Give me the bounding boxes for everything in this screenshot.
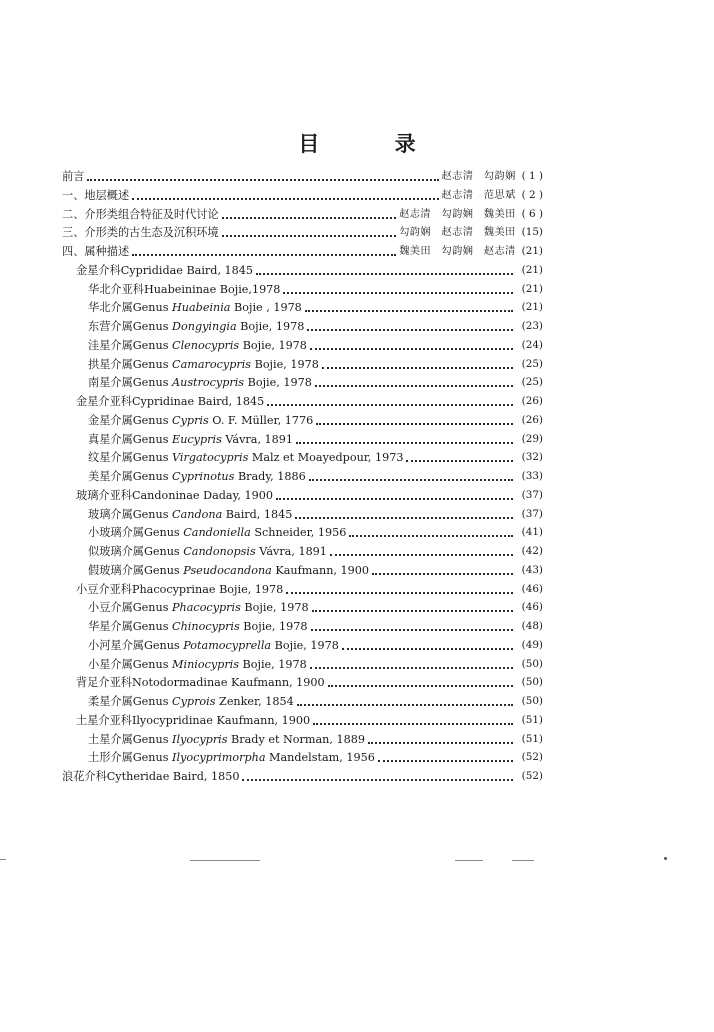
dot-leader <box>328 684 513 687</box>
genus-name: Huabeinia <box>172 301 231 315</box>
toc-entry-label <box>88 618 308 635</box>
toc-entry[interactable] <box>88 731 543 748</box>
toc-entry-label <box>88 412 313 429</box>
toc-label-text: 洼星介属Genus <box>88 338 173 352</box>
toc-label-text: 小豆介亚科Phacocyprinae Bojie, 1978 <box>76 582 284 596</box>
scan-mark <box>512 860 534 861</box>
toc-entry-page: (50) <box>521 657 543 670</box>
genus-name: Pseudocandona <box>183 563 272 577</box>
toc-entry-page: (50) <box>521 676 543 689</box>
toc-entry-page: (51) <box>521 732 543 745</box>
toc-label-text: 金星介属Genus <box>88 413 173 427</box>
toc-entry-label <box>76 487 273 504</box>
genus-name: Chinocypris <box>172 620 240 633</box>
toc-label-text: 美星介属Genus <box>88 470 173 483</box>
genus-name: Potamocyprella <box>183 638 272 652</box>
toc-entry-page: (23) <box>521 320 543 332</box>
toc-entry-label <box>88 749 375 766</box>
toc-entry[interactable] <box>76 393 543 410</box>
toc-label-text: Vávra, 1891 <box>255 545 327 558</box>
toc-entry-page: (25) <box>521 376 543 389</box>
toc-entry-label <box>88 356 319 373</box>
toc-entry-authors: 赵志清 勾韵娴 魏美田 <box>399 208 516 220</box>
toc-entry[interactable] <box>88 656 543 673</box>
toc-entry-label <box>88 506 292 523</box>
toc-entry-label <box>76 581 283 598</box>
toc-entry[interactable] <box>88 562 543 579</box>
toc-label-text: 似玻璃介属Genus <box>88 545 184 558</box>
toc-entry-label <box>88 543 327 560</box>
genus-name: Phacocypris <box>172 601 241 615</box>
toc-entry-page: (49) <box>521 638 543 651</box>
toc-entry-page: (37) <box>521 507 543 520</box>
toc-label-text: 土形介属Genus <box>88 751 173 765</box>
toc-entry-page: (32) <box>521 451 543 464</box>
toc-entry[interactable] <box>76 674 543 691</box>
toc-label-text: Kaufmann, 1900 <box>271 563 370 577</box>
toc-label-text: 金星介科Cyprididae Baird, 1845 <box>76 263 254 277</box>
toc-label-text: Brady et Norman, 1889 <box>227 732 365 746</box>
toc-label-text: Schneider, 1956 <box>250 526 347 540</box>
toc-entry-page: (26) <box>521 413 543 426</box>
dot-leader <box>256 272 513 275</box>
toc-label-text: Brady, 1886 <box>234 470 306 483</box>
toc-label-text: 一、地层概述 <box>62 188 130 202</box>
toc-entry-label <box>62 768 239 785</box>
toc-label-text: Bojie, 1978 <box>271 638 339 652</box>
dot-leader <box>372 572 513 575</box>
toc-entry-page: (41) <box>521 526 543 539</box>
toc-label-text: 小河星介属Genus <box>88 638 184 652</box>
toc-entry-label <box>62 168 84 185</box>
toc-entry-page: (46) <box>521 601 543 614</box>
dot-leader <box>315 384 513 387</box>
toc-entry[interactable] <box>88 337 543 354</box>
toc-entry-label <box>88 637 339 654</box>
toc-label-text: Baird, 1845 <box>222 507 293 521</box>
dot-leader <box>132 197 438 200</box>
dot-leader <box>295 516 512 519</box>
toc-label-text: Bojie , 1978 <box>230 301 302 315</box>
toc-entry[interactable] <box>76 581 543 598</box>
dot-leader <box>296 441 513 444</box>
toc-label-text: O. F. Müller, 1776 <box>208 413 314 427</box>
dot-leader <box>222 216 397 219</box>
toc-label-text: 金星介亚科Cypridinae Baird, 1845 <box>76 395 265 408</box>
toc-entry[interactable] <box>88 281 543 298</box>
toc-entry[interactable] <box>62 768 543 785</box>
toc-entry[interactable] <box>88 693 543 710</box>
toc-entry[interactable] <box>88 506 543 523</box>
toc-entry-label <box>76 262 253 279</box>
dot-leader <box>286 591 512 594</box>
dot-leader <box>330 553 513 556</box>
toc-entry[interactable] <box>88 374 543 391</box>
toc-entry[interactable] <box>62 187 543 204</box>
toc-label-text: 小星介属Genus <box>88 657 173 671</box>
toc-label-text: 玻璃介亚科Candoninae Daday, 1900 <box>76 488 273 502</box>
dot-leader <box>267 403 512 406</box>
dot-leader <box>310 666 513 669</box>
toc-entry[interactable] <box>88 524 543 541</box>
genus-name: Candona <box>172 507 223 521</box>
toc-entry-page: (48) <box>521 620 543 632</box>
toc-entry-authors: 赵志清 勾韵娴 <box>441 171 516 182</box>
toc-entry-page: (43) <box>521 563 543 576</box>
toc-label-text: 浪花介科Cytheridae Baird, 1850 <box>62 770 240 783</box>
genus-name: Virgatocypris <box>172 451 249 465</box>
toc-entry-authors: 魏美田 勾韵娴 赵志清 <box>399 246 516 257</box>
scan-mark <box>455 860 483 861</box>
toc-entry-authors: 赵志清 范思斌 <box>441 189 516 201</box>
toc-label-text: 前言 <box>62 170 85 183</box>
toc-entry-label <box>88 524 346 541</box>
toc-entry[interactable] <box>88 431 543 448</box>
dot-leader <box>309 478 513 481</box>
toc-entry-page: (21) <box>521 263 543 276</box>
toc-entry-label <box>88 693 294 710</box>
toc-entry-page: (29) <box>521 432 543 445</box>
toc-entry[interactable] <box>88 637 543 654</box>
toc-entry-page: (15) <box>521 226 543 239</box>
toc-entry-authors: 勾韵娴 赵志清 魏美田 <box>399 227 516 239</box>
toc-label-text: Bojie, 1978 <box>236 320 305 333</box>
toc-label-text: 假玻璃介属Genus <box>88 563 184 577</box>
toc-entry[interactable] <box>88 543 543 560</box>
toc-label-text: 四、属种描述 <box>62 245 130 258</box>
genus-name: Candonopsis <box>183 545 256 558</box>
toc-label-text: 华北介属Genus <box>88 301 173 315</box>
toc-entry[interactable] <box>88 318 543 335</box>
toc-label-text: 华北介亚科Huabeininae Bojie,1978 <box>88 282 281 296</box>
genus-name: Camarocypris <box>172 357 252 371</box>
toc-entry-page: ( 2 ) <box>521 188 543 201</box>
toc-entry-page: (33) <box>521 470 543 482</box>
toc-entry-label <box>62 224 219 241</box>
toc-entry[interactable] <box>76 712 543 729</box>
toc-entry-label <box>76 674 325 691</box>
toc-entry-label <box>88 374 312 391</box>
dot-leader <box>322 366 513 369</box>
toc-label-text: 纹星介属Genus <box>88 451 173 465</box>
toc-entry-page: (37) <box>521 488 543 501</box>
toc-label-text: 南星介属Genus <box>88 376 173 390</box>
toc-label-text: Bojie, 1978 <box>240 601 309 615</box>
toc-label-text: 背足介亚科Notodormadinae Kaufmann, 1900 <box>76 676 325 690</box>
toc-entry-label <box>76 393 264 410</box>
toc-entry-label <box>88 449 403 466</box>
toc-entry[interactable] <box>76 262 543 279</box>
toc-entry[interactable] <box>88 468 543 485</box>
toc-entry[interactable] <box>62 224 543 241</box>
dot-leader <box>132 253 396 256</box>
toc-label-text: Bojie, 1978 <box>239 657 307 671</box>
dot-leader <box>349 534 512 537</box>
toc-label-text: Bojie, 1978 <box>239 620 308 633</box>
dot-leader <box>242 778 512 781</box>
toc-label-text: Bojie, 1978 <box>244 376 312 390</box>
toc-entry-page: ( 6 ) <box>521 207 543 220</box>
toc-entry-page: (52) <box>521 751 543 764</box>
toc-entry[interactable] <box>88 356 543 373</box>
toc-entry-label <box>88 656 307 673</box>
dot-leader <box>368 741 513 744</box>
genus-name: Clenocypris <box>172 338 240 352</box>
genus-name: Eucypris <box>172 432 222 446</box>
toc-entry[interactable] <box>88 299 543 316</box>
toc-entry-page: (25) <box>521 357 543 370</box>
genus-name: Ilyocyprimorpha <box>172 751 266 765</box>
toc-label-text: Mandelstam, 1956 <box>265 751 375 765</box>
dot-leader <box>297 703 513 706</box>
toc-entry-page: (46) <box>521 582 543 595</box>
scan-speck <box>664 857 667 860</box>
toc-entry-label <box>88 299 302 316</box>
toc-entry[interactable] <box>62 168 543 185</box>
toc-entry-page: (52) <box>521 770 543 782</box>
toc-label-text: Vávra, 1891 <box>221 432 294 446</box>
toc-entry-page: (21) <box>521 282 543 295</box>
toc-label-text: Zenker, 1854 <box>215 695 294 708</box>
genus-name: Cyprois <box>172 695 216 708</box>
dot-leader <box>378 759 513 762</box>
toc-entry-page: (51) <box>521 713 543 726</box>
genus-name: Miniocypris <box>172 657 239 671</box>
dot-leader <box>406 459 512 462</box>
toc-entry[interactable] <box>88 449 543 466</box>
toc-label-text: 土星介亚科Ilyocypridinae Kaufmann, 1900 <box>76 713 311 727</box>
genus-name: Cyprinotus <box>172 470 235 483</box>
toc-entry[interactable] <box>76 487 543 504</box>
dot-leader <box>87 178 438 181</box>
toc-entry[interactable] <box>88 618 543 635</box>
dot-leader <box>311 628 513 631</box>
toc-label-text: 拱星介属Genus <box>88 357 173 371</box>
toc-entry-label <box>62 243 129 260</box>
toc-label-text: Malz et Moayedpour, 1973 <box>248 451 404 465</box>
dot-leader <box>342 647 513 650</box>
toc-entry-label <box>88 599 309 616</box>
scan-mark <box>0 859 6 860</box>
toc-entry-label <box>88 562 369 579</box>
dot-leader <box>310 347 513 350</box>
scan-mark <box>190 860 260 861</box>
toc-entry-page: (24) <box>521 338 543 351</box>
toc-label-text: 土星介属Genus <box>88 732 173 746</box>
toc-entry-page: ( 1 ) <box>521 170 543 182</box>
toc-entry-label <box>88 318 304 335</box>
toc-entry-label <box>88 731 365 748</box>
toc-entry[interactable] <box>62 243 543 260</box>
toc-label-text: 玻璃介属Genus <box>88 507 173 521</box>
toc-entry-label <box>62 206 219 223</box>
dot-leader <box>283 291 512 294</box>
toc-entry-page: (21) <box>521 245 543 257</box>
dot-leader <box>276 497 513 500</box>
toc-entry-label <box>88 281 280 298</box>
genus-name: Dongyingia <box>172 320 237 333</box>
toc-label-text: 三、介形类的古生态及沉积环境 <box>62 226 219 240</box>
toc-entry-label <box>88 431 293 448</box>
toc-label-text: 小玻璃介属Genus <box>88 526 184 540</box>
dot-leader <box>305 309 513 312</box>
toc-label-text: 东营介属Genus <box>88 320 173 333</box>
toc-label-text: Bojie, 1978 <box>239 338 307 352</box>
toc-entry-page: (50) <box>521 695 543 707</box>
toc-entry-page: (42) <box>521 545 543 557</box>
dot-leader <box>312 609 513 612</box>
toc-label-text: 小豆介属Genus <box>88 601 173 615</box>
dot-leader <box>313 722 513 725</box>
toc-label-text: 华星介属Genus <box>88 620 173 633</box>
genus-name: Ilyocypris <box>172 732 228 746</box>
dot-leader <box>316 422 512 425</box>
toc-entry-label <box>62 187 129 204</box>
genus-name: Cypris <box>172 413 209 427</box>
toc-entry[interactable] <box>62 206 543 223</box>
toc-entry-page: (26) <box>521 395 543 407</box>
dot-leader <box>222 234 397 237</box>
toc-label-text: 二、介形类组合特征及时代讨论 <box>62 207 219 221</box>
toc-label-text: 真星介属Genus <box>88 432 173 446</box>
toc-entry[interactable] <box>88 599 543 616</box>
toc-entry-page: (21) <box>521 301 543 314</box>
toc-label-text: 柔星介属Genus <box>88 695 173 708</box>
toc-label-text: Bojie, 1978 <box>251 357 319 371</box>
toc-entry-label <box>88 337 307 354</box>
toc-entry-label <box>88 468 306 485</box>
dot-leader <box>307 328 512 331</box>
genus-name: Candoniella <box>183 526 251 540</box>
toc-entry[interactable] <box>88 749 543 766</box>
toc-entry[interactable] <box>88 412 543 429</box>
toc-entry-label <box>76 712 310 729</box>
genus-name: Austrocypris <box>172 376 245 390</box>
page-title: 目 录 <box>298 131 450 156</box>
